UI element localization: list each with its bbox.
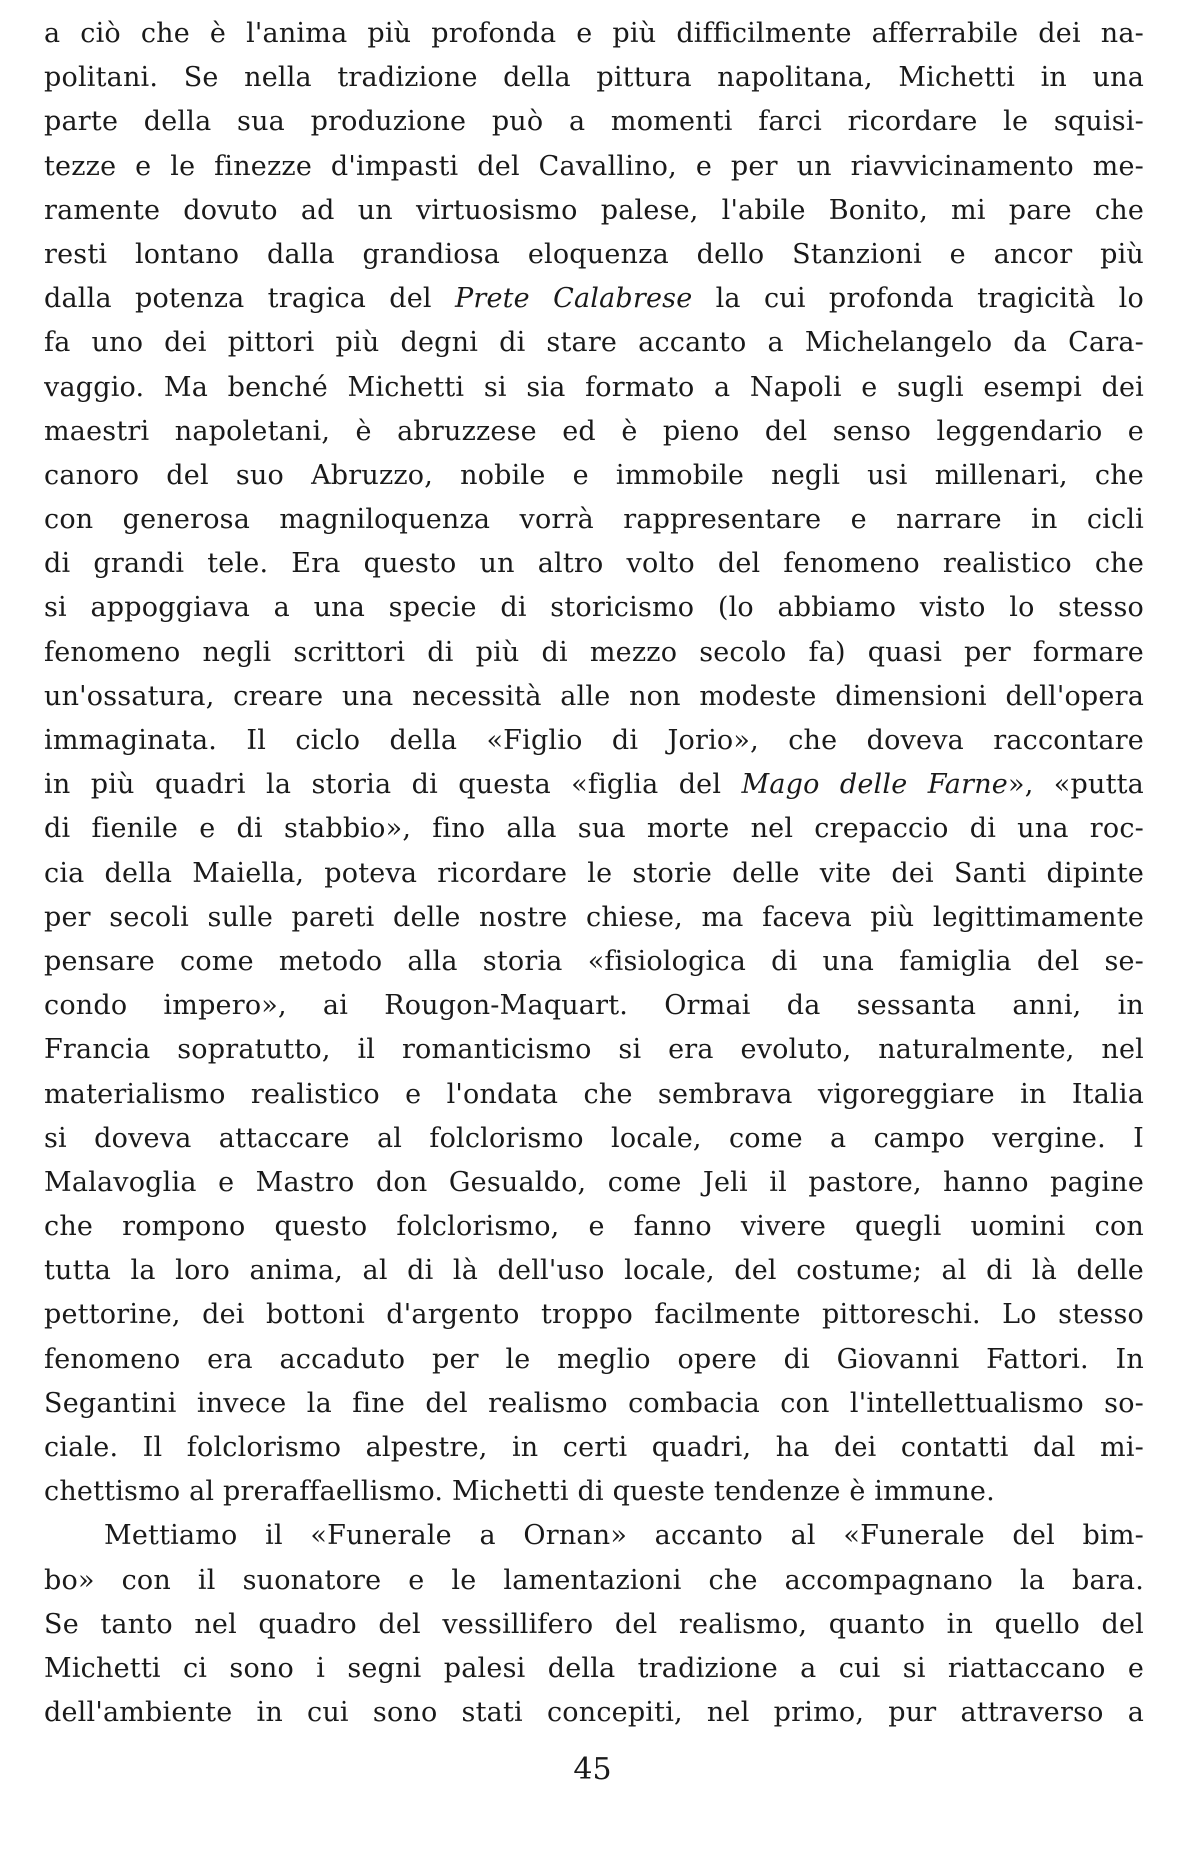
text-line: fenomeno negli scrittori di più di mezzo secolo fa) quasi per formare [44,636,1144,668]
text-line: dell'ambiente in cui sono stati concepiti, nel primo, pur attraverso a [44,1697,1144,1729]
paragraph-start-line: Mettiamo il «Funerale a Ornan» accanto al «Funerale del bim- [104,1520,1144,1552]
text-line: ramente dovuto ad un virtuosismo palese, l'abile Bonito, mi pare che [44,194,1144,226]
artwork-title-prete-calabrese: Prete Calabrese [454,283,693,315]
text-line: cia della Maiella, poteva ricordare le storie delle vite dei Santi dipinte [44,857,1144,889]
text-line: ciale. Il folclorismo alpestre, in certi quadri, ha dei contatti dal mi- [44,1432,1144,1463]
text-line: materialismo realistico e l'ondata che sembrava vigoreggiare in Italia [44,1078,1144,1110]
text-line [44,763,1144,807]
text-line: a ciò che è l'anima più profonda e più difficilmente afferrabile dei na- [44,18,1144,49]
text-line: bo» con il suonatore e le lamentazioni che accompagnano la bara. [44,1564,1144,1596]
text-line: vaggio. Ma benché Michetti si sia formato a Napoli e sugli esempi dei [44,371,1144,403]
text-line: tutta la loro anima, al di là dell'uso locale, del costume; al di là delle [44,1255,1144,1287]
page-number: 45 [573,1752,612,1787]
text-line: politani. Se nella tradizione della pittura napolitana, Michetti in una [44,62,1144,94]
text-line: un'ossatura, creare una necessità alle non modeste dimensioni dell'opera [44,680,1144,712]
text-line: pensare come metodo alla storia «fisiologica di una famiglia del se- [44,945,1144,977]
paragraph-end-line: chettismo al preraffaellismo. Michetti di queste tendenze è immune. [44,1476,995,1508]
text-line: maestri napoletani, è abruzzese ed è pieno del senso leggendario e [44,415,1144,447]
text-segment: la cui profonda tragicità lo [692,283,1144,315]
text-line: Se tanto nel quadro del vessillifero del realismo, quanto in quello del [44,1608,1144,1640]
text-line: si doveva attaccare al folclorismo locale, come a campo vergine. I [44,1122,1144,1154]
text-line: si appoggiava a una specie di storicismo (lo abbiamo visto lo stesso [44,592,1144,624]
text-line: per secoli sulle pareti delle nostre chiese, ma faceva più legittimamente [44,901,1144,933]
text-segment: in più quadri la storia di questa «figlia del [44,769,742,801]
text-line: tezze e le finezze d'impasti del Cavallino, e per un riavvicinamento me- [44,150,1144,182]
text-line: con generosa magniloquenza vorrà rappresentare e narrare in cicli [44,504,1144,536]
text-segment: », «putta [1007,769,1144,801]
text-line: che rompono questo folclorismo, e fanno vivere quegli uomini con [44,1211,1144,1243]
text-line: parte della sua produzione può a momenti farci ricordare le squisi- [44,106,1144,138]
text-line: Malavoglia e Mastro don Gesualdo, come Jeli il pastore, hanno pagine [44,1166,1144,1198]
text-line [44,277,1144,321]
text-line: di fienile e di stabbio», fino alla sua morte nel crepaccio di una roc- [44,813,1144,845]
text-line: Francia sopratutto, il romanticismo si era evoluto, naturalmente, nel [44,1034,1144,1066]
text-line: canoro del suo Abruzzo, nobile e immobile negli usi millenari, che [44,459,1144,491]
text-line: resti lontano dalla grandiosa eloquenza dello Stanzioni e ancor più [44,238,1144,270]
text-line: Segantini invece la fine del realismo combacia con l'intellettualismo so- [44,1387,1144,1419]
text-line: Michetti ci sono i segni palesi della tradizione a cui si riattaccano e [44,1652,1144,1684]
text-line: fenomeno era accaduto per le meglio opere di Giovanni Fattori. In [44,1343,1144,1375]
text-line: pettorine, dei bottoni d'argento troppo facilmente pittoreschi. Lo stesso [44,1299,1144,1331]
text-line: di grandi tele. Era questo un altro volto del fenomeno realistico che [44,548,1144,580]
text-line: fa uno dei pittori più degni di stare accanto a Michelangelo da Cara- [44,327,1144,359]
body-text [44,12,1144,1735]
text-line: immaginata. Il ciclo della «Figlio di Jorio», che doveva raccontare [44,725,1144,756]
text-line: condo impero», ai Rougon-Maquart. Ormai da sessanta anni, in [44,990,1144,1022]
text-segment: dalla potenza tragica del [44,283,455,315]
artwork-title-mago-delle-farne: Mago delle Farne [741,769,1008,801]
